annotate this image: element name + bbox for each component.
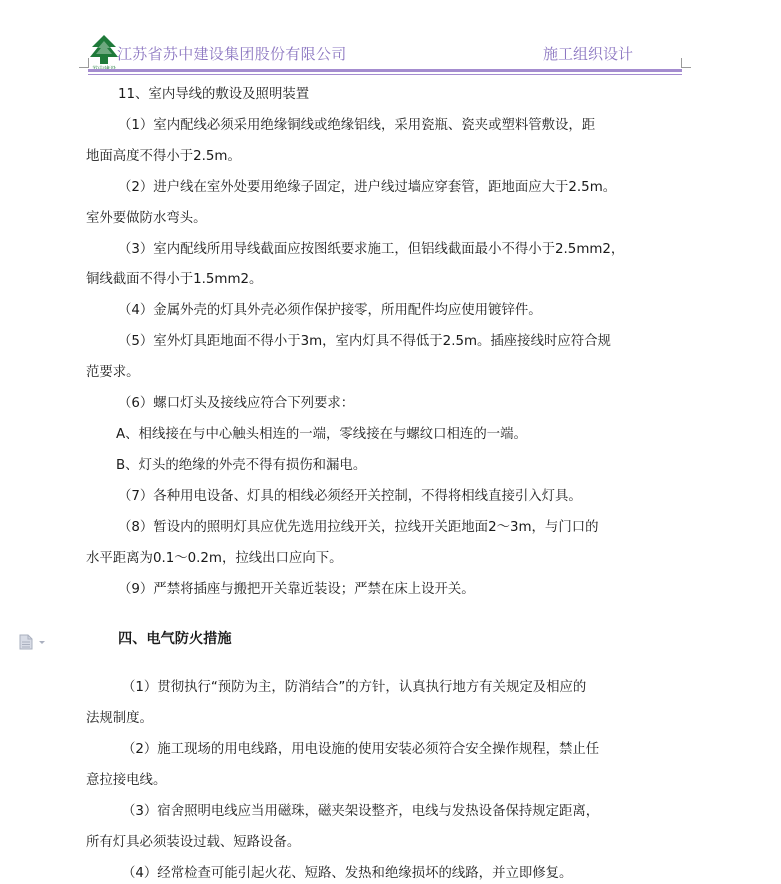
paragraph-line: 法规制度。 — [86, 711, 153, 726]
paragraph-line: 室外要做防水弯头。 — [86, 211, 207, 226]
paragraph-line: （9）严禁将插座与搬把开关靠近装设；严禁在床上设开关。 — [118, 582, 475, 597]
paragraph-line: 意拉接电线。 — [86, 773, 167, 788]
paragraph-line: B、灯头的绝缘的外壳不得有损伤和漏电。 — [116, 458, 367, 473]
paragraph-line: （2）进户线在室外处要用绝缘子固定，进户线过墙应穿套管，距地面应大于2.5m。 — [118, 180, 617, 195]
chapter-heading: 四、电气防火措施 — [118, 631, 232, 647]
document-icon[interactable] — [19, 634, 49, 650]
page-corner-mark-right — [681, 58, 691, 68]
paragraph-line: 所有灯具必须装设过载、短路设备。 — [86, 835, 301, 850]
paragraph-line: （4）经常检查可能引起火花、短路、发热和绝缘损坏的线路，并立即修复。 — [122, 866, 573, 881]
paragraph-line: （2）施工现场的用电线路，用电设施的使用安装必须符合安全操作规程，禁止任 — [122, 742, 600, 757]
paragraph-line: （5）室外灯具距地面不得小于3m，室内灯具不得低于2.5m。插座接线时应符合规 — [118, 334, 611, 349]
paragraph-line: 铜线截面不得小于1.5mm2。 — [86, 272, 263, 287]
document-type: 施工组织设计 — [543, 45, 634, 63]
paragraph-line: （4）金属外壳的灯具外壳必须作保护接零，所用配件均应使用镀锌件。 — [118, 303, 542, 318]
paragraph-line: （1）室内配线必须采用绝缘铜线或绝缘铝线，采用瓷瓶、瓷夹或塑料管敷设，距 — [118, 118, 596, 133]
paragraph-line: （7）各种用电设备、灯具的相线必须经开关控制，不得将相线直接引入灯具。 — [118, 489, 582, 504]
paragraph-line: 地面高度不得小于2.5m。 — [86, 149, 241, 164]
company-logo — [88, 33, 120, 73]
section-heading: 11、室内导线的敷设及照明装置 — [118, 87, 310, 102]
dropdown-arrow-icon — [39, 641, 45, 644]
paragraph-line: （8）暂设内的照明灯具应优先选用拉线开关，拉线开关距地面2～3m，与门口的 — [118, 520, 599, 535]
paragraph-line: （6）螺口灯头及接线应符合下列要求： — [118, 396, 355, 411]
paragraph-line: A、相线接在与中心触头相连的一端，零线接在与螺纹口相连的一端。 — [116, 427, 527, 442]
paragraph-line: （3）室内配线所用导线截面应按图纸要求施工，但铝线截面最小不得小于2.5mm2， — [118, 242, 625, 257]
company-name: 江苏省苏中建设集团股份有限公司 — [117, 45, 347, 63]
paragraph-line: （1）贯彻执行“预防为主，防消结合”的方针，认真执行地方有关规定及相应的 — [122, 680, 587, 695]
paragraph-line: 范要求。 — [86, 365, 140, 380]
header-rule-thin — [88, 74, 682, 75]
paragraph-line: 水平距离为0.1～0.2m，拉线出口应向下。 — [86, 551, 343, 566]
header-rule-thick — [88, 69, 682, 72]
paragraph-line: （3）宿舍照明电线应当用磁珠，磁夹架设整齐，电线与发热设备保持规定距离， — [122, 804, 600, 819]
